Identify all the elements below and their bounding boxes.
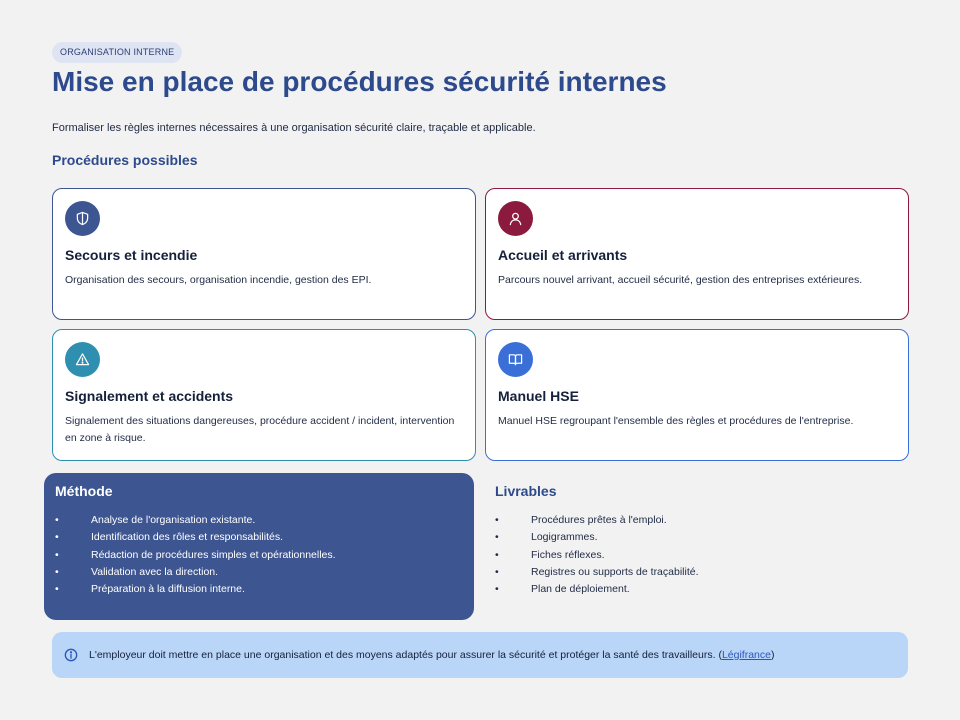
list-item: • Identification des rôles et responsabilités. [55, 529, 463, 546]
list-item: • Analyse de l'organisation existante. [55, 512, 463, 529]
method-title: Méthode [55, 483, 113, 499]
deliverables-list [495, 512, 893, 598]
card-description: Parcours nouvel arrivant, accueil sécurité, gestion des entreprises extérieures. [498, 274, 863, 286]
method-list [55, 512, 463, 598]
card-description: Organisation des secours, organisation incendie, gestion des EPI. [65, 274, 372, 286]
page-subtitle: Formaliser les règles internes nécessaires à une organisation sécurité claire, traçable et applicable. [52, 122, 536, 134]
method-panel [44, 473, 474, 620]
list-item: • Plan de déploiement. [495, 581, 893, 598]
shield-icon [65, 201, 100, 236]
card-title: Manuel HSE [498, 388, 579, 404]
book-icon [498, 342, 533, 377]
card-title: Accueil et arrivants [498, 247, 628, 263]
info-icon [64, 648, 78, 662]
deliverables-title: Livrables [495, 483, 557, 499]
card-description: Signalement des situations dangereuses, procédure accident / incident, intervention en zone à risque. [65, 415, 455, 444]
procedures-heading: Procédures possibles [52, 152, 198, 168]
bullet: • [55, 514, 59, 526]
list-item: • Procédures prêtes à l'emploi. [495, 512, 893, 529]
card-title: Signalement et accidents [65, 388, 234, 404]
card-description: Manuel HSE regroupant l'ensemble des règles et procédures de l'entreprise. [498, 415, 854, 427]
warning-icon [65, 342, 100, 377]
user-icon [498, 201, 533, 236]
card-manuel-hse [485, 329, 909, 461]
card-signalement-accidents [52, 329, 476, 461]
bullet: • [495, 531, 499, 544]
list-item: • Préparation à la diffusion interne. [55, 581, 463, 598]
bullet: • [495, 514, 499, 526]
bullet: • [55, 531, 59, 544]
card-accueil-arrivants [485, 188, 909, 320]
list-item: • Validation avec la direction. [55, 564, 463, 581]
list-item: • Logigrammes. [495, 529, 893, 546]
list-item: • Rédaction de procédures simples et opérationnelles. [55, 547, 463, 564]
card-secours-incendie [52, 188, 476, 320]
deliverables-panel [484, 473, 904, 620]
bullet: • [495, 583, 499, 596]
bullet: • [55, 583, 59, 596]
list-item: • Fiches réflexes. [495, 547, 893, 564]
bullet: • [55, 565, 59, 578]
bullet: • [495, 565, 499, 578]
list-item: • Registres ou supports de traçabilité. [495, 564, 893, 581]
legal-notice [52, 632, 908, 678]
bullet: • [495, 548, 499, 561]
bullet: • [55, 548, 59, 561]
card-title: Secours et incendie [65, 247, 198, 263]
section-badge: ORGANISATION INTERNE [52, 42, 182, 63]
page-title: Mise en place de procédures sécurité internes [52, 66, 667, 97]
notice-text: L'employeur doit mettre en place une organisation et des moyens adaptés pour assurer la sécurité et protéger la santé des travailleurs. (Légifrance) [89, 649, 775, 661]
legifrance-link[interactable]: Légifrance [721, 649, 771, 661]
